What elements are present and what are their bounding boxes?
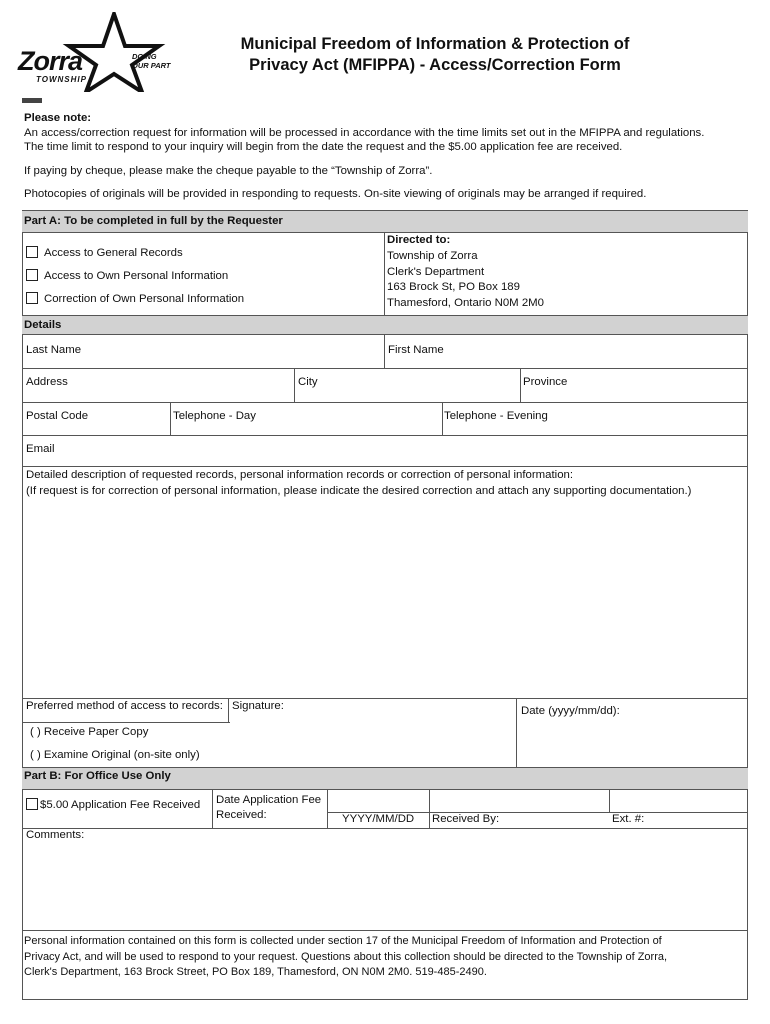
signature-label: Signature: bbox=[232, 700, 284, 712]
date-fee-received-label: Date Application Fee Received: bbox=[216, 794, 322, 821]
date-field[interactable] bbox=[518, 699, 746, 767]
divider bbox=[22, 722, 230, 723]
details-header: Details bbox=[22, 315, 748, 335]
divider bbox=[212, 790, 213, 828]
telephone-day-label: Telephone - Day bbox=[173, 410, 256, 422]
province-field[interactable] bbox=[522, 369, 746, 402]
option-correction[interactable]: Correction of Own Personal Information bbox=[26, 292, 244, 305]
telephone-evening-field[interactable] bbox=[444, 403, 746, 435]
logo-wordmark: Zorra bbox=[18, 46, 83, 76]
date-format-hint: YYYY/MM/DD bbox=[342, 813, 415, 825]
divider bbox=[22, 466, 748, 467]
signature-field[interactable] bbox=[230, 699, 514, 767]
last-name-field[interactable] bbox=[26, 335, 384, 368]
province-label: Province bbox=[523, 376, 568, 388]
divider bbox=[327, 790, 328, 828]
notes-section bbox=[24, 111, 749, 202]
logo-tagline-2: OUR PART bbox=[132, 61, 171, 70]
ext-label: Ext. #: bbox=[612, 813, 645, 825]
logo-tagline-1: DOING bbox=[132, 52, 157, 61]
notes-para-1b: The time limit to respond to your inquiry will begin from the date the request and the $5.00 application fee are received. bbox=[24, 141, 623, 153]
divider bbox=[228, 698, 229, 722]
postal-code-label: Postal Code bbox=[26, 410, 89, 422]
form-title bbox=[200, 34, 670, 76]
telephone-day-field[interactable] bbox=[172, 403, 440, 435]
logo-subtitle: TOWNSHIP bbox=[36, 75, 87, 84]
divider bbox=[442, 402, 443, 435]
first-name-label: First Name bbox=[388, 344, 444, 356]
divider bbox=[22, 930, 748, 931]
option-general-records[interactable]: Access to General Records bbox=[26, 246, 183, 259]
email-field[interactable] bbox=[26, 436, 746, 466]
address-label: Address bbox=[26, 376, 68, 388]
divider bbox=[170, 402, 171, 435]
postal-code-field[interactable] bbox=[26, 403, 168, 435]
divider bbox=[384, 233, 385, 316]
divider bbox=[384, 335, 385, 368]
title-line-2: Privacy Act (MFIPPA) - Access/Correction Form bbox=[249, 56, 621, 74]
privacy-notice: Personal information contained on this form is collected under section 17 of the Municipal Freedom of Information and Protection of Privacy Act, and will be used to respond to your request. Questions about this collection should be directed to the Township of Zorra, Clerk's Department, 163 Brock Street, PO Box 189, Thamesford, ON N0M 2M0. 519-485-2490. bbox=[24, 935, 668, 978]
date-label: Date (yyyy/mm/dd): bbox=[521, 705, 620, 717]
received-by-field[interactable] bbox=[431, 791, 609, 813]
own-info-checkbox[interactable] bbox=[26, 269, 38, 281]
divider bbox=[516, 698, 517, 768]
general-records-checkbox[interactable] bbox=[26, 246, 38, 258]
city-field[interactable] bbox=[296, 369, 518, 402]
last-name-label: Last Name bbox=[26, 344, 82, 356]
notes-para-2: If paying by cheque, please make the cheque payable to the “Township of Zorra”. bbox=[24, 164, 433, 177]
examine-original-option[interactable]: ( ) Examine Original (on-site only) bbox=[30, 749, 200, 761]
date-fee-received-field[interactable] bbox=[329, 791, 429, 813]
part-a-header: Part A: To be completed in full by the Requester bbox=[22, 210, 748, 233]
logo-bar bbox=[22, 98, 42, 103]
divider bbox=[609, 790, 610, 812]
fee-received-checkbox[interactable] bbox=[26, 798, 38, 810]
comments-label: Comments: bbox=[26, 829, 85, 841]
description-textarea[interactable] bbox=[26, 500, 746, 696]
paper-copy-option[interactable]: ( ) Receive Paper Copy bbox=[30, 726, 149, 738]
description-note: (If request is for correction of personal information, please indicate the desired correction and attach any supporting documentation.) bbox=[26, 485, 692, 497]
option-own-personal-info[interactable]: Access to Own Personal Information bbox=[26, 269, 228, 282]
title-line-1: Municipal Freedom of Information & Protection of bbox=[240, 35, 630, 53]
first-name-field[interactable] bbox=[386, 335, 746, 368]
divider bbox=[429, 790, 430, 828]
directed-to-address: Township of Zorra Clerk's Department 163 Brock St, PO Box 189 Thamesford, Ontario N0M 2M0 bbox=[387, 250, 544, 309]
city-label: City bbox=[298, 376, 318, 388]
description-label: Detailed description of requested records, personal information records or correction of personal information: bbox=[26, 469, 574, 481]
email-label: Email bbox=[26, 443, 55, 455]
address-field[interactable] bbox=[26, 369, 292, 402]
directed-to-heading: Directed to: bbox=[387, 234, 451, 246]
received-by-label: Received By: bbox=[432, 813, 500, 825]
part-b-header: Part B: For Office Use Only bbox=[22, 767, 748, 790]
divider bbox=[520, 368, 521, 402]
divider bbox=[294, 368, 295, 402]
telephone-evening-label: Telephone - Evening bbox=[444, 410, 548, 422]
zorra-logo bbox=[14, 12, 194, 92]
divider bbox=[22, 828, 748, 829]
notes-heading: Please note: bbox=[24, 112, 92, 124]
notes-para-1a: An access/correction request for information will be processed in accordance with the time limits set out in the MFIPPA and regulations. bbox=[24, 126, 705, 139]
correction-checkbox[interactable] bbox=[26, 292, 38, 304]
ext-field[interactable] bbox=[611, 791, 746, 813]
fee-received-option[interactable]: $5.00 Application Fee Received bbox=[26, 798, 200, 811]
notes-para-3: Photocopies of originals will be provided in responding to requests. On-site viewing of originals may be arranged if required. bbox=[24, 188, 647, 200]
preferred-method-label: Preferred method of access to records: bbox=[26, 700, 223, 712]
comments-textarea[interactable] bbox=[26, 844, 746, 928]
